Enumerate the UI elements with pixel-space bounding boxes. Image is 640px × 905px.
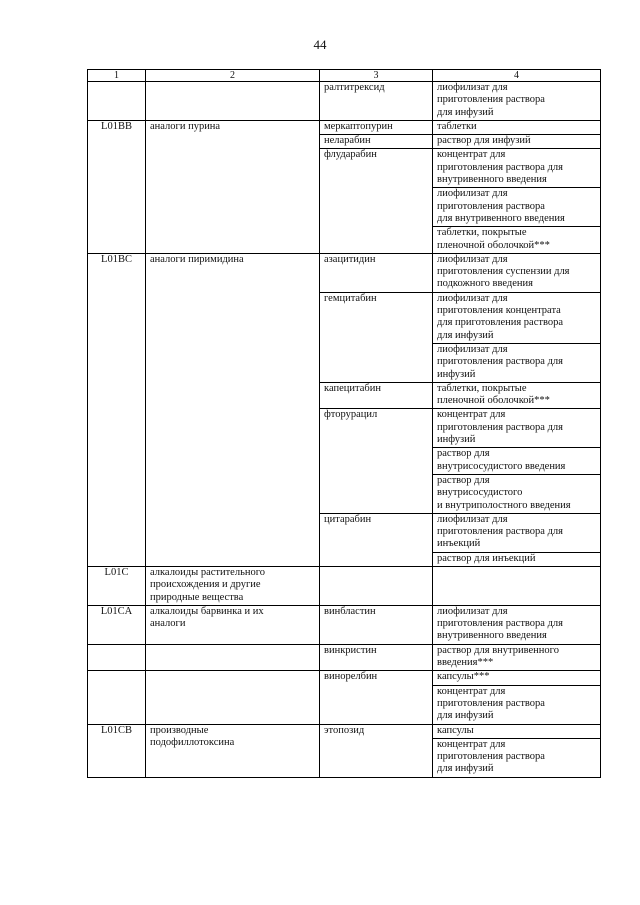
form-cell: таблетки, покрытые пленочной оболочкой*** <box>433 227 601 254</box>
drug-cell: меркаптопурин <box>320 120 433 134</box>
group-cell <box>146 671 320 724</box>
drug-table <box>87 69 601 778</box>
table-row <box>88 605 601 644</box>
form-cell: раствор для инфузий <box>433 135 601 149</box>
drug-cell: винбластин <box>320 605 433 644</box>
table-row <box>88 253 601 292</box>
form-cell: лиофилизат для приготовления раствора для внутривенного введения <box>433 188 601 227</box>
form-cell: концентрат для приготовления раствора для внутривенного введения <box>433 149 601 188</box>
group-cell <box>146 82 320 121</box>
table-row <box>88 724 601 738</box>
drug-cell: цитарабин <box>320 513 433 566</box>
drug-cell: винкристин <box>320 644 433 671</box>
table-row <box>88 120 601 134</box>
drug-cell: винорелбин <box>320 671 433 724</box>
atc-code-cell <box>88 671 146 724</box>
group-cell: аналоги пурина <box>146 120 320 253</box>
drug-cell: этопозид <box>320 724 433 777</box>
form-cell: лиофилизат для приготовления раствора для внутривенного введения <box>433 605 601 644</box>
table-row <box>88 671 601 685</box>
drug-cell: гемцитабин <box>320 292 433 382</box>
form-cell: концентрат для приготовления раствора для инфузий <box>433 685 601 724</box>
form-cell: концентрат для приготовления раствора для инфузий <box>433 409 601 448</box>
form-cell: лиофилизат для приготовления раствора для инъекций <box>433 513 601 552</box>
form-cell: капсулы <box>433 724 601 738</box>
header-cell: 1 <box>88 70 146 82</box>
header-cell: 3 <box>320 70 433 82</box>
form-cell: раствор для инъекций <box>433 552 601 566</box>
form-cell: лиофилизат для приготовления раствора для инфузий <box>433 82 601 121</box>
drug-cell <box>320 566 433 605</box>
group-cell: производные подофиллотоксина <box>146 724 320 777</box>
form-cell: капсулы*** <box>433 671 601 685</box>
atc-code-cell: L01C <box>88 566 146 605</box>
page-number: 44 <box>313 37 327 52</box>
header-cell: 4 <box>433 70 601 82</box>
atc-code-cell: L01CA <box>88 605 146 644</box>
form-cell: лиофилизат для приготовления раствора для инфузий <box>433 343 601 382</box>
group-cell: аналоги пиримидина <box>146 253 320 566</box>
form-cell: лиофилизат для приготовления концентрата для приготовления раствора для инфузий <box>433 292 601 343</box>
table-row <box>88 566 601 605</box>
table-row <box>88 644 601 671</box>
drug-cell: азацитидин <box>320 253 433 292</box>
form-cell: раствор для внутрисосудистого и внутриполостного введения <box>433 474 601 513</box>
atc-code-cell <box>88 82 146 121</box>
atc-code-cell: L01CB <box>88 724 146 777</box>
form-cell: лиофилизат для приготовления суспензии для подкожного введения <box>433 253 601 292</box>
header-cell: 2 <box>146 70 320 82</box>
form-cell: концентрат для приготовления раствора для инфузий <box>433 738 601 777</box>
group-cell <box>146 644 320 671</box>
atc-code-cell: L01BC <box>88 253 146 566</box>
form-cell: таблетки, покрытые пленочной оболочкой*** <box>433 382 601 409</box>
drug-cell: фторурацил <box>320 409 433 513</box>
form-cell <box>433 566 601 605</box>
drug-cell: капецитабин <box>320 382 433 409</box>
group-cell: алкалоиды барвинка и их аналоги <box>146 605 320 644</box>
drug-cell: ралтитрексид <box>320 82 433 121</box>
atc-code-cell: L01BB <box>88 120 146 253</box>
form-cell: таблетки <box>433 120 601 134</box>
form-cell: раствор для внутрисосудистого введения <box>433 448 601 475</box>
form-cell: раствор для внутривенного введения*** <box>433 644 601 671</box>
table-row <box>88 82 601 121</box>
atc-code-cell <box>88 644 146 671</box>
group-cell: алкалоиды растительного происхождения и другие природные вещества <box>146 566 320 605</box>
table-header-row <box>88 70 601 82</box>
drug-cell: неларабин <box>320 135 433 149</box>
drug-cell: флударабин <box>320 149 433 253</box>
